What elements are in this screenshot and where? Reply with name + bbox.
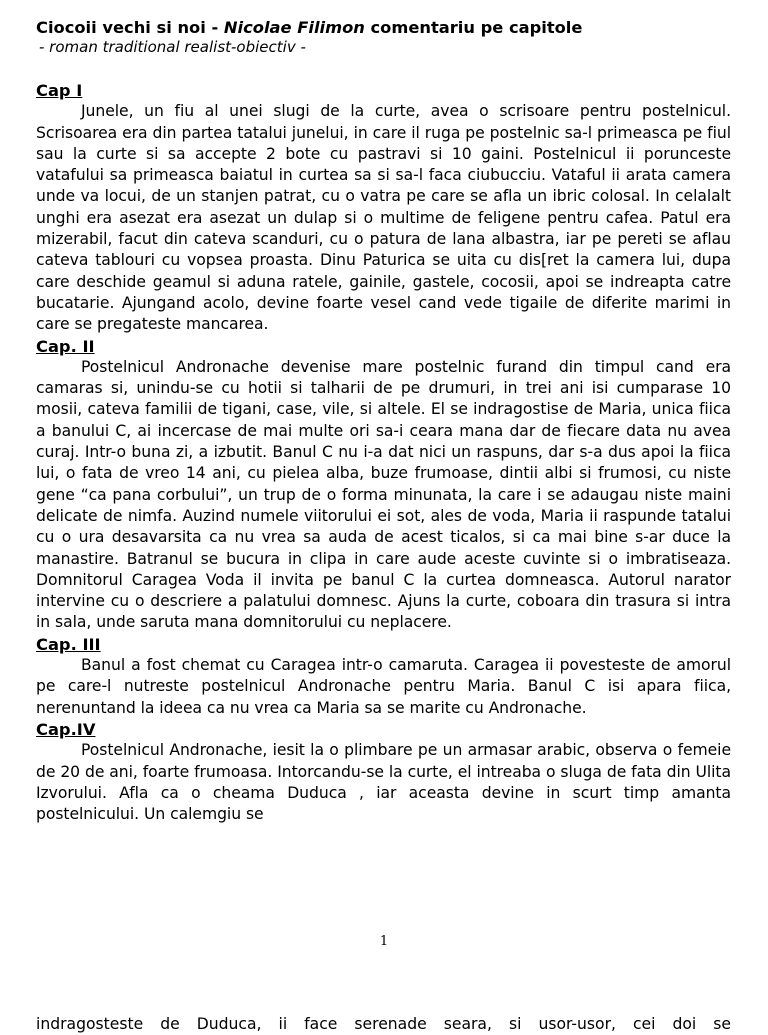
chapter-heading-3: Cap. III	[36, 634, 101, 654]
title-author: Nicolae Filimon	[223, 18, 365, 37]
next-page-text: indragosteste de Duduca, ii face serenade seara, si usor-usor, cei doi se	[36, 1015, 731, 1033]
chapter-heading-4: Cap.IV	[36, 719, 96, 739]
chapter-text-2: Postelnicul Andronache devenise mare postelnic furand din timpul cand era camaras si, unindu-se cu hotii si talharii de pe drumuri, in trei ani isi cumparase 10 mosii, cateva familii de tigani, case, vile, si altele. El se indragostise de Maria, unica fiica a banului C, ai incercase de mai multe ori sa-i ceara mana dar de fiecare data nu avea curaj. Intr-o buna zi, a izbutit. Banul C nu i-a dat nici un raspuns, dar s-a dus apoi la fiica lui, o fata de vreo 14 ani, cu pielea alba, buze frumoase, dintii albi si frumosi, cu niste gene “ca pana corbului”, un trup de o forma minunata, la care i se adaugau niste maini delicate de nimfa. Auzind numele viitorului ei sot, ales de voda, Maria ii raspunde tatalui cu o ura desavarsita ca nu vrea sa auda de acest ticalos, si ca mai bine s-ar duce la manastire. Batranul se bucura in clipa in care aude aceste cuvinte si o imbratiseaza. Domnitorul Caragea Voda il invita pe banul C la curtea domneasca. Autorul narator intervine cu o descriere a palatului domnesc. Ajuns la curte, coboara din trasura si intra in sala, unde saruta mana domnitorului cu neplacere.	[36, 357, 731, 632]
title-prefix: Ciocoii vechi si noi -	[36, 18, 224, 37]
title-suffix: comentariu pe capitole	[364, 18, 583, 37]
document-subtitle: - roman traditional realist-obiectiv -	[39, 38, 306, 56]
document-page	[36, 18, 731, 825]
page-number: 1	[379, 934, 389, 949]
chapter-heading-2: Cap. II	[36, 336, 95, 356]
chapter-heading-1: Cap I	[36, 81, 83, 100]
chapter-text-1: Junele, un fiu al unei slugi de la curte, avea o scrisoare pentru postelnicul. Scrisoarea era din partea tatalui junelui, in care il ruga pe postelnic sa-l primeasca pe fiul sau la curte si sa accepte 2 bote cu pastravi si 10 gaini. Postelnicul ii porunceste vatafului sa primeasca baiatul in curtea sa si sa-l faca ciubucciu. Vataful ii arata camera unde va locui, de un stanjen patrat, cu o vatra pe care se afla un ibric colosal. In celalalt unghi era asezat era asezat un dulap si o multime de feligene pentru cafea. Patul era mizerabil, facut din cateva scanduri, cu o patura de lana albastra, iar pe pereti se aflau cateva tablouri cu vopsea proasta. Dinu Paturica se uita cu dis[ret la camera lui, dupa care deschide geamul si aduna ratele, gainile, gastele, cocosii, apoi se indreapta catre bucatarie. Ajungand acolo, devine foarte vesel cand vede tigaile de diferite marimi in care se pregateste mancarea.	[36, 102, 731, 334]
chapter-text-4: Postelnicul Andronache, iesit la o plimbare pe un armasar arabic, observa o femeie de 20 de ani, foarte frumoasa. Intorcandu-se la curte, el intreaba o sluga de fata din Ulita Izvorului. Afla ca o cheama Duduca , iar aceasta devine in scurt timp amanta postelnicului. Un calemgiu se	[36, 741, 731, 824]
document-title	[36, 18, 731, 38]
chapter-text-3: Banul a fost chemat cu Caragea intr-o camaruta. Caragea ii povesteste de amorul pe care-l nutreste postelnicul Andronache pentru Maria. Banul C isi apara fiica, nerenuntand la ideea ca nu vrea ca Maria sa se marite cu Andronache.	[36, 656, 731, 717]
